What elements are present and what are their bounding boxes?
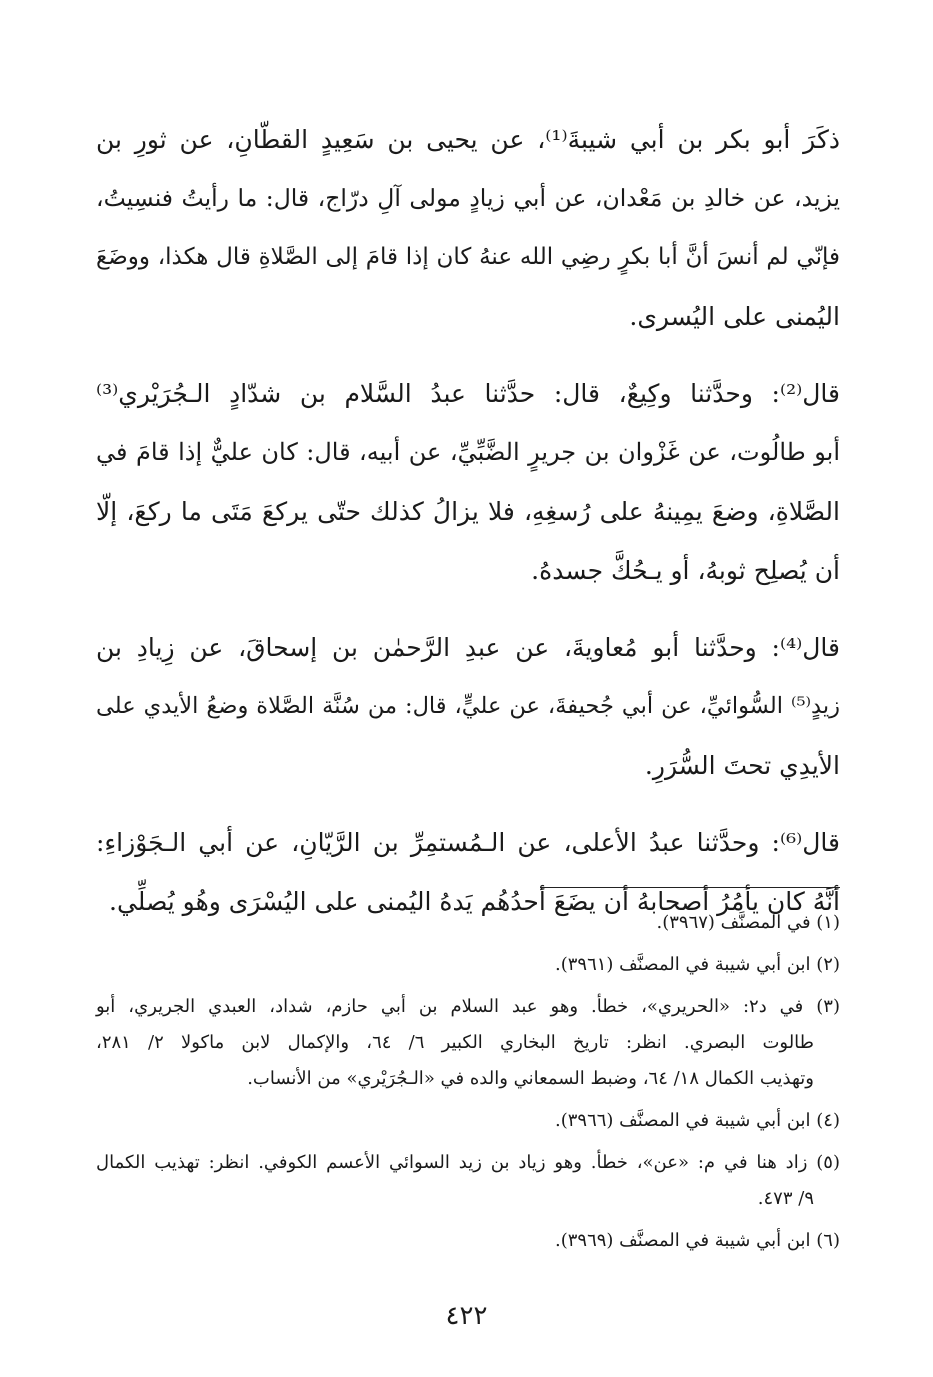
text-line: أنَّهُ كان يأمُرُ أصحابهُ أن يضَعَ أحدُهُم يَدهُ اليُمنى على اليُسْرَى وهُو يُصلِّي. (109, 887, 840, 916)
main-text (96, 110, 840, 949)
footnotes (96, 905, 840, 1265)
footnote-line: (٢) ابن أبي شيبة في المصنَّف (٣٩٦١). (555, 954, 840, 975)
footnote-separator (540, 887, 840, 888)
footnote (96, 1223, 840, 1259)
text-line: ذكَرَ أبو بكر بن أبي شيبةَ⁽¹⁾، عن يحيى بن سَعِيدٍ القطّانِ، عن ثورِ بن (96, 125, 840, 154)
footnote-line: ٩/ ٤٧٣. (757, 1188, 814, 1209)
paragraph (96, 110, 840, 346)
text-line: زيدٍ⁽⁵⁾ السُّوائيِّ، عن أبي جُحيفةَ، عن عليٍّ، قال: من سُنَّة الصَّلاة وضعُ الأيدي على (96, 693, 840, 719)
text-line: أن يُصلِح ثوبهُ، أو يـحُكَّ جسدهُ. (531, 556, 840, 585)
footnote-line: (٤) ابن أبي شيبة في المصنَّف (٣٩٦٦). (555, 1110, 840, 1131)
footnote-line: (١) في المصنَّف (٣٩٦٧). (656, 912, 840, 933)
footnote-line: (٥) زاد هنا في م: «عن»، خطأ. وهو زياد بن زيد السوائي الأعسم الكوفي. انظر: تهذيب الكمال (96, 1152, 840, 1173)
text-line: يزيد، عن خالدِ بن مَعْدان، عن أبي زيادٍ مولى آلِ درّاج، قال: ما رأيتُ فنسِيتُ، (96, 184, 840, 212)
footnote-line: (٦) ابن أبي شيبة في المصنَّف (٣٩٦٩). (555, 1230, 840, 1251)
text-line: قال⁽⁶⁾: وحدَّثنا عبدُ الأعلى، عن الـمُستمِرِّ بن الرَّيّانِ، عن أبي الـجَوْزاءِ: (96, 828, 840, 857)
text-line: الصَّلاةِ، وضعَ يمِينهُ على رُسغِهِ، فلا يزالُ كذلك حتّى يركعَ مَتَى ما ركعَ، إلّا (96, 497, 840, 526)
paragraph (96, 618, 840, 795)
text-line: الأيدِي تحتَ السُّرَرِ. (644, 751, 840, 780)
footnote (96, 947, 840, 983)
footnote (96, 989, 840, 1097)
footnote (96, 905, 840, 941)
text-line: فإنّي لم أنسَ أنَّ أبا بكرٍ رضِي الله عنهُ كان إذا قامَ إلى الصَّلاةِ قال هكذا، ووضَعَ (96, 244, 840, 270)
text-line: اليُمنى على اليُسرى. (629, 302, 840, 331)
footnote (96, 1103, 840, 1139)
text-line: قال⁽⁴⁾: وحدَّثنا أبو مُعاويةَ، عن عبدِ الرَّحمٰن بن إسحاقَ، عن زِيادِ بن (96, 633, 840, 662)
text-line: أبو طالُوت، عن غَزْوان بن جريرٍ الضَّبِّيِّ، عن أبيه، قال: كان عليٌّ إذا قامَ في (96, 438, 840, 466)
paragraph (96, 364, 840, 600)
footnote-line: (٣) في د٢: «الحريري»، خطأ. وهو عبد السلام بن أبي حازم، شداد، العبدي الجريري، أبو (96, 996, 840, 1017)
footnote-line: طالوت البصري. انظر: تاريخ البخاري الكبير ٦/ ٦٤، والإكمال لابن ماكولا ٢/ ٢٨١، (96, 1032, 814, 1053)
footnote-line: وتهذيب الكمال ١٨/ ٦٤، وضبط السمعاني والده في «الـجُرَيْري» من الأنساب. (247, 1068, 814, 1089)
text-line: قال⁽²⁾: وحدَّثنا وكِيعٌ، قال: حدَّثنا عبدُ السَّلام بن شدّادٍ الـجُرَيْري⁽³⁾ (96, 379, 840, 408)
page-number: ٤٢٢ (445, 1301, 488, 1331)
footnote (96, 1145, 840, 1217)
